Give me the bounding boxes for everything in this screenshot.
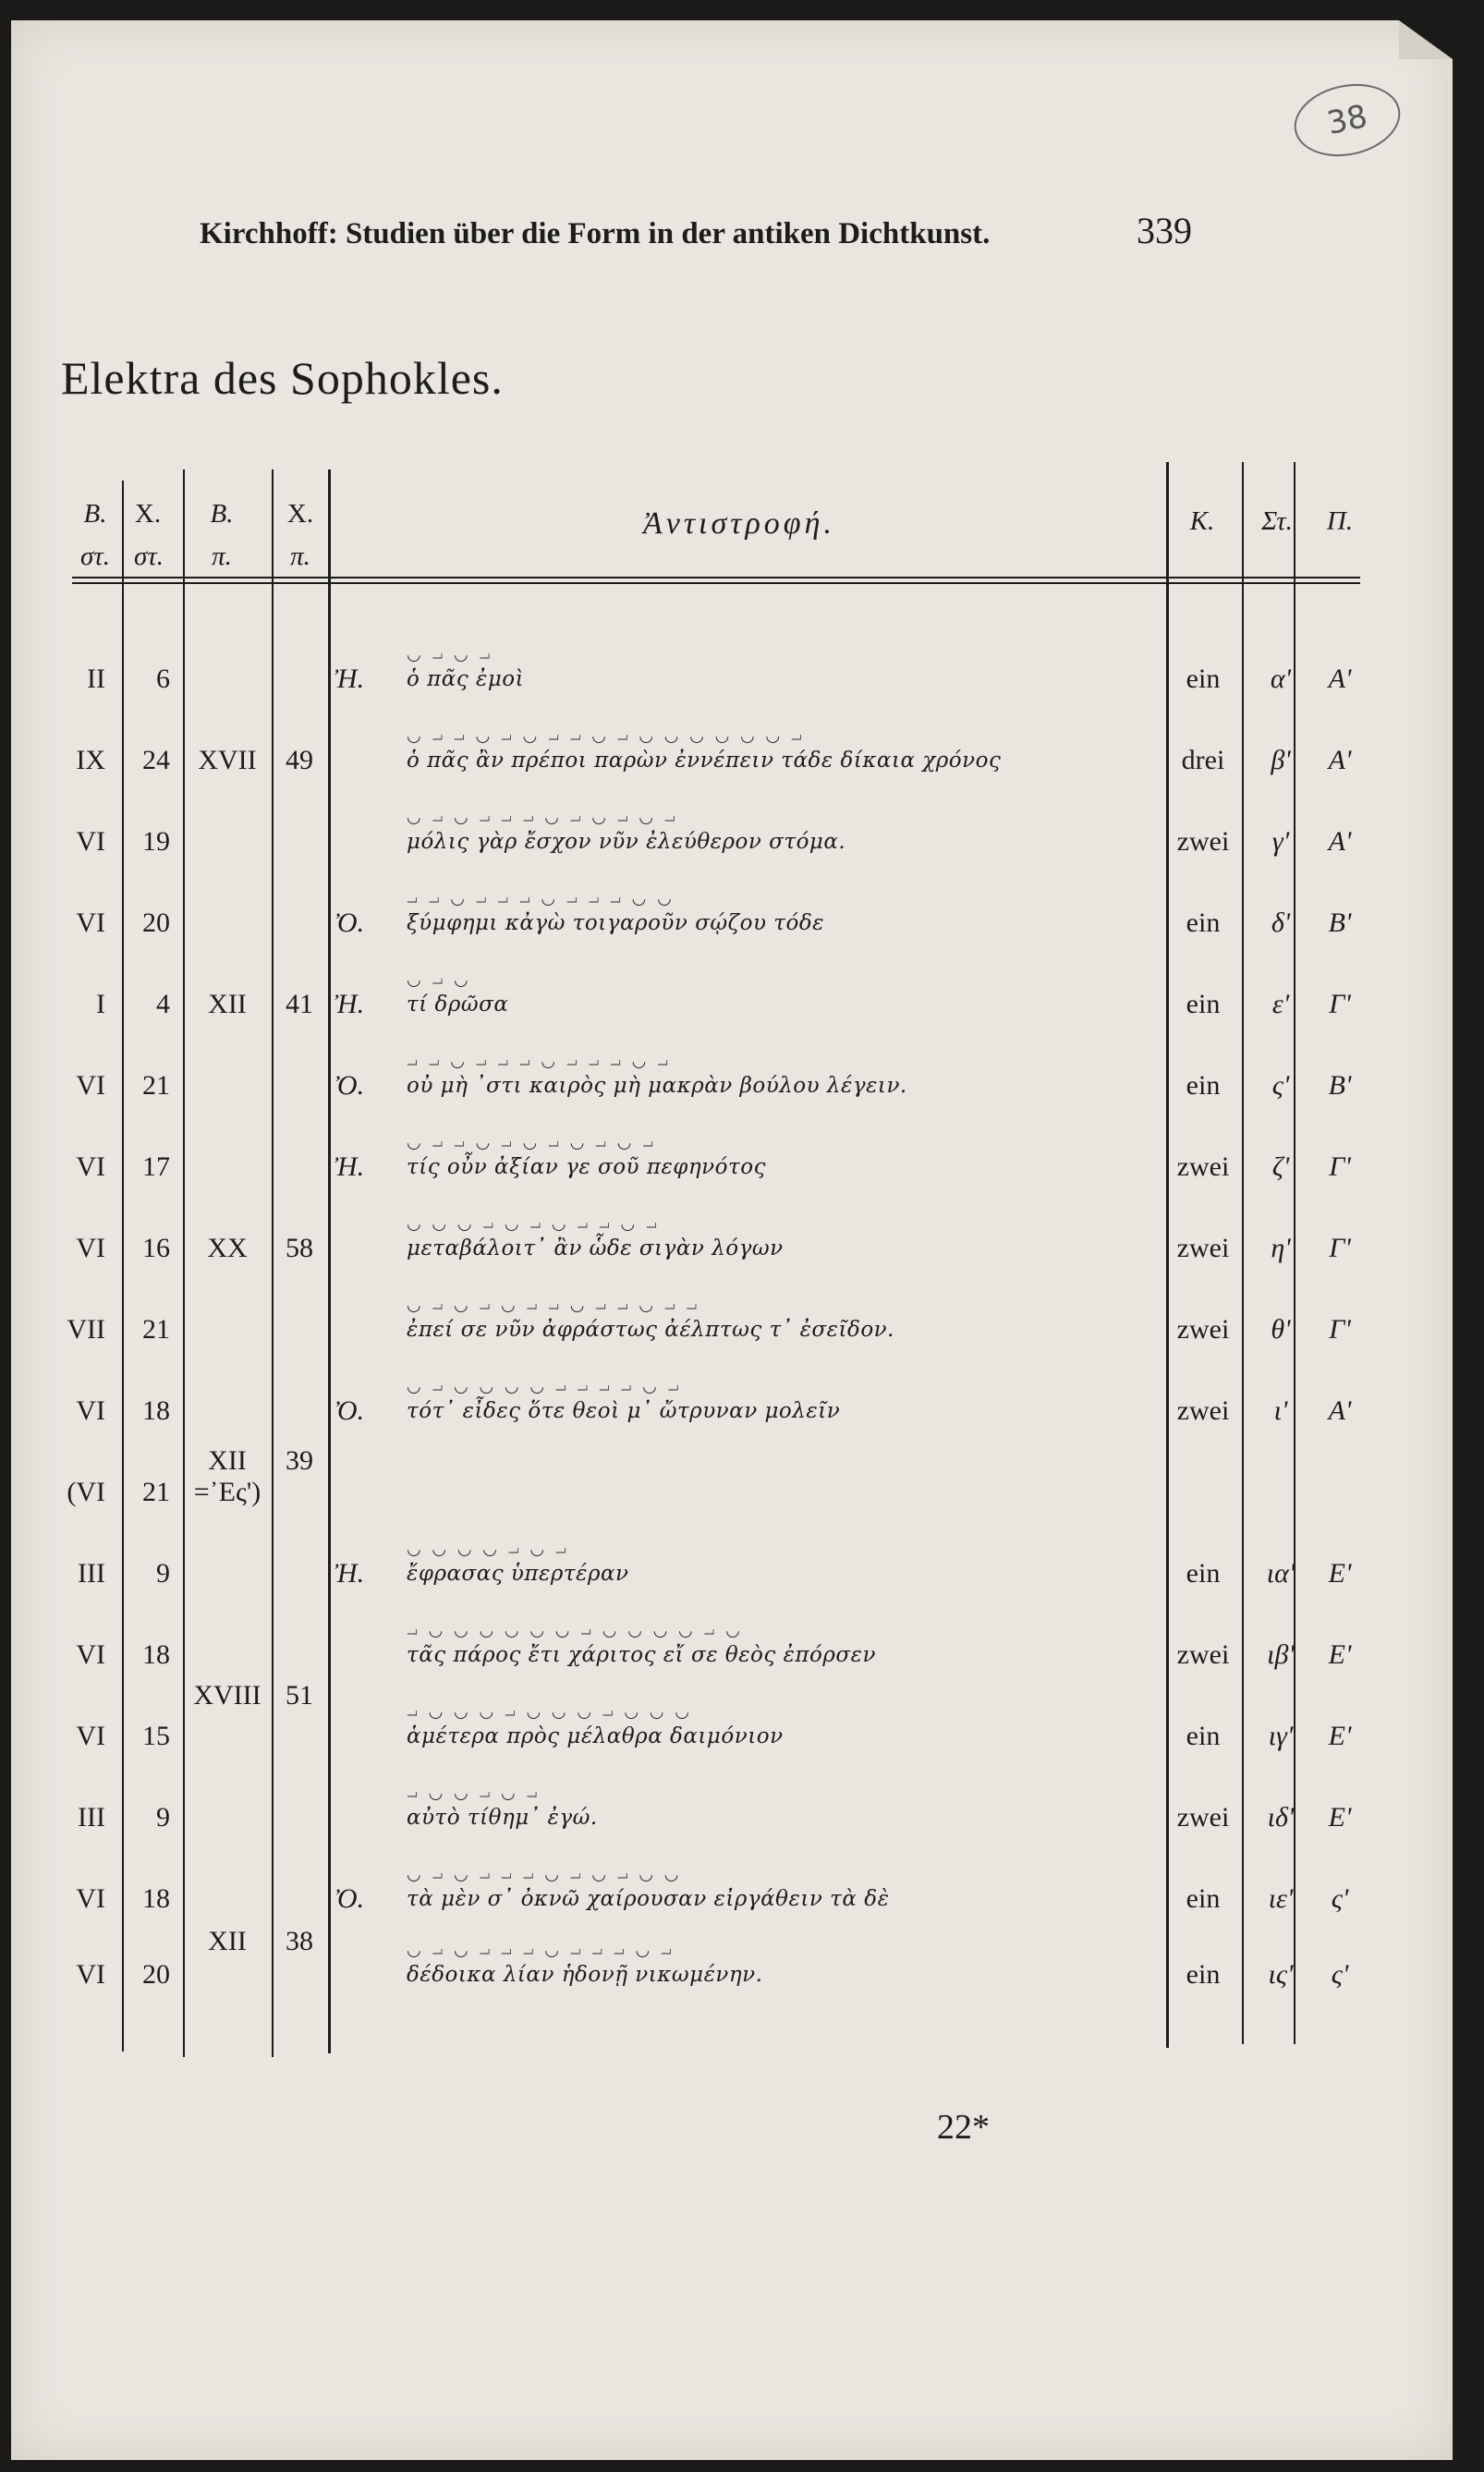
table-row-b: VI xyxy=(76,1639,105,1670)
header-p: Π. xyxy=(1326,506,1354,536)
table-row-metre: ◡ ◡ ◡ ◡ ⏗ ◡ ⏗ xyxy=(407,1540,569,1559)
header-b-st-bottom: στ. xyxy=(80,542,110,571)
table-row-p: Γ' xyxy=(1329,989,1351,1019)
table-row-x-p: 41 xyxy=(286,989,313,1019)
table-row-b: VI xyxy=(76,1883,105,1914)
table-row-b: II xyxy=(87,664,105,694)
table-row-metre: ⏗ ◡ ◡ ⏗ ◡ ⏗ xyxy=(407,1784,541,1803)
table-row-k: ein xyxy=(1186,1883,1221,1914)
table-row-text: οὐ μὴ ᾽στι καιρὸς μὴ μακρὰν βούλου λέγειν. xyxy=(407,1074,907,1098)
table-row-p: Α' xyxy=(1328,664,1352,694)
table-row-x: 18 xyxy=(142,1883,170,1914)
table-row-st: η' xyxy=(1271,1233,1291,1263)
table-row-b: III xyxy=(78,1802,105,1833)
table-row-p: Α' xyxy=(1328,1395,1352,1426)
table-row-x: 21 xyxy=(142,1477,170,1507)
header-x-st-top: X. xyxy=(134,499,162,529)
table-row-text: τίς οὖν ἀξίαν γε σοῦ πεφηνότος xyxy=(407,1155,766,1179)
table-row-x: 6 xyxy=(156,664,170,694)
table-row-speaker: Ἠ. xyxy=(335,664,365,694)
header-antistrophe: Ἀντιστροφή. xyxy=(643,506,835,541)
table-row-b: VI xyxy=(76,1959,105,1990)
table-row-k: ein xyxy=(1186,1070,1221,1101)
table-row-x: 24 xyxy=(142,745,170,775)
page-number: 339 xyxy=(1137,210,1192,251)
section-title: Elektra des Sophokles. xyxy=(61,352,504,404)
table-row-metre: ◡ ⏗ ⏗ ◡ ⏗ ◡ ⏗ ◡ ⏗ ◡ ⏗ xyxy=(407,1133,657,1152)
table-row-b-p: =᾽Ες') xyxy=(193,1477,262,1507)
table-row-b: (VI xyxy=(67,1477,105,1507)
table-row-b-p: XVIII xyxy=(193,1680,262,1711)
table-row-st: δ' xyxy=(1271,907,1291,938)
column-rule-4 xyxy=(328,469,331,2053)
table-row-speaker: Ὀ. xyxy=(335,1395,365,1426)
table-row-st: ια' xyxy=(1266,1558,1295,1589)
table-row-x: 20 xyxy=(142,1959,170,1990)
table-row-text: ἔφρασας ὑπερτέραν xyxy=(407,1562,629,1586)
table-row-k: zwei xyxy=(1176,1314,1230,1345)
table-row-st: ι' xyxy=(1273,1395,1288,1426)
table-row-x: 18 xyxy=(142,1395,170,1426)
table-row-b: VII xyxy=(67,1314,105,1345)
table-row-metre: ◡ ◡ ◡ ⏗ ◡ ⏗ ◡ ⏗ ⏗ ◡ ⏗ xyxy=(407,1214,660,1234)
table-row-metre: ◡ ⏗ ◡ xyxy=(407,970,471,990)
table-row-text: μόλις γὰρ ἔσχον νῦν ἐλεύθερον στόμα. xyxy=(407,830,846,854)
table-row-k: ein xyxy=(1186,989,1221,1019)
table-row-k: zwei xyxy=(1176,1802,1230,1833)
table-row-metre: ◡ ⏗ ◡ ⏗ xyxy=(407,645,493,664)
column-rule-3 xyxy=(272,469,274,2057)
table-row-x: 21 xyxy=(142,1314,170,1345)
table-row-st: θ' xyxy=(1271,1314,1291,1345)
table-row-p: Α' xyxy=(1328,745,1352,775)
header-b-st-top: B. xyxy=(83,499,107,529)
table-row-text: ξύμφημι κἀγὼ τοιγαροῦν σῴζου τόδε xyxy=(407,911,825,935)
table-row-st: α' xyxy=(1270,664,1292,694)
table-row-text: μεταβάλοιτ᾽ ἂν ὧδε σιγὰν λόγων xyxy=(407,1236,784,1260)
table-row-x: 15 xyxy=(142,1721,170,1751)
header-b-p-top: B. xyxy=(210,499,234,529)
column-rule-6 xyxy=(1242,462,1244,2044)
table-row-k: zwei xyxy=(1176,1639,1230,1670)
table-row-st: β' xyxy=(1271,745,1291,775)
table-row-st: γ' xyxy=(1271,826,1290,857)
table-row-x: 17 xyxy=(142,1151,170,1182)
table-row-metre: ◡ ⏗ ◡ ⏗ ⏗ ⏗ ◡ ⏗ ◡ ⏗ ◡ ⏗ xyxy=(407,808,678,827)
table-row-st: ιδ' xyxy=(1267,1802,1295,1833)
table-row-metre: ◡ ⏗ ◡ ⏗ ⏗ ⏗ ◡ ⏗ ⏗ ⏗ ◡ ⏗ xyxy=(407,1941,675,1960)
table-row-x-p: 38 xyxy=(286,1926,313,1956)
table-row-p: Β' xyxy=(1328,1070,1352,1101)
table-row-x: 18 xyxy=(142,1639,170,1670)
table-row-k: zwei xyxy=(1176,1151,1230,1182)
table-row-x: 20 xyxy=(142,907,170,938)
table-row-text: ἁμέτερα πρὸς μέλαθρα δαιμόνιον xyxy=(407,1724,784,1748)
table-row-x: 19 xyxy=(142,826,170,857)
table-row-p: Ε' xyxy=(1328,1802,1352,1833)
table-row-st: ιε' xyxy=(1268,1883,1294,1914)
folded-corner xyxy=(1399,20,1453,59)
table-row-b-p-upper: XII xyxy=(208,1445,247,1476)
header-b-p-bottom: π. xyxy=(212,542,232,571)
table-row-x: 21 xyxy=(142,1070,170,1101)
table-row-b-p: XX xyxy=(207,1233,248,1263)
table-row-p: Γ' xyxy=(1329,1233,1351,1263)
table-row-metre: ◡ ⏗ ⏗ ◡ ⏗ ◡ ⏗ ⏗ ◡ ⏗ ◡ ◡ ◡ ◡ ◡ ◡ ⏗ xyxy=(407,726,805,746)
table-row-k: zwei xyxy=(1176,1233,1230,1263)
table-row-speaker: Ἠ. xyxy=(335,989,365,1019)
table-row-b: VI xyxy=(76,1395,105,1426)
table-row-st: ιβ' xyxy=(1267,1639,1295,1670)
table-row-text: ἐπεί σε νῦν ἀφράστως ἀέλπτως τ᾽ ἐσεῖδον. xyxy=(407,1318,894,1342)
table-row-x: 4 xyxy=(156,989,170,1019)
table-row-k: drei xyxy=(1181,745,1225,775)
header-k: K. xyxy=(1189,506,1215,536)
table-row-k: ein xyxy=(1186,664,1221,694)
table-row-x-p: 49 xyxy=(286,745,313,775)
table-row-st: ς' xyxy=(1271,1070,1290,1101)
table-row-p: Ε' xyxy=(1328,1721,1352,1751)
table-row-x: 16 xyxy=(142,1233,170,1263)
table-row-b: IX xyxy=(76,745,105,775)
table-row-st: ις' xyxy=(1268,1959,1294,1990)
table-row-k: ein xyxy=(1186,1959,1221,1990)
table-row-text: ὁ πᾶς ἐμοὶ xyxy=(407,667,525,691)
table-row-b-p: XII xyxy=(208,989,247,1019)
table-row-p: Ε' xyxy=(1328,1639,1352,1670)
table-row-p: Γ' xyxy=(1329,1151,1351,1182)
table-row-x-p: 58 xyxy=(286,1233,313,1263)
table-row-k: ein xyxy=(1186,907,1221,938)
table-row-k: zwei xyxy=(1176,1395,1230,1426)
table-row-st: ζ' xyxy=(1271,1151,1290,1182)
table-row-b: I xyxy=(96,989,105,1019)
table-row-text: δέδοικα λίαν ἡδονῇ νικωμένην. xyxy=(407,1963,763,1987)
table-row-metre: ⏗ ⏗ ◡ ⏗ ⏗ ⏗ ◡ ⏗ ⏗ ⏗ ◡ ◡ xyxy=(407,889,675,908)
table-row-text: τότ᾽ εἶδες ὅτε θεοὶ μ᾽ ὤτρυναν μολεῖν xyxy=(407,1399,841,1423)
table-row-metre: ◡ ⏗ ◡ ◡ ◡ ◡ ⏗ ⏗ ⏗ ⏗ ◡ ⏗ xyxy=(407,1377,682,1396)
table-row-p: Γ' xyxy=(1329,1314,1351,1345)
table-row-p: Α' xyxy=(1328,826,1352,857)
table-row-x-p: 39 xyxy=(286,1445,313,1476)
table-row-b: VI xyxy=(76,1070,105,1101)
table-row-x: 9 xyxy=(156,1558,170,1589)
table-row-speaker: Ἠ. xyxy=(335,1151,365,1182)
table-row-speaker: Ὀ. xyxy=(335,1883,365,1914)
table-row-speaker: Ὀ. xyxy=(335,907,365,938)
table-row-p: Ε' xyxy=(1328,1558,1352,1589)
table-row-b: VI xyxy=(76,826,105,857)
table-row-b: VI xyxy=(76,1721,105,1751)
table-row-speaker: Ἠ. xyxy=(335,1558,365,1589)
signature-mark: 22* xyxy=(937,2108,990,2147)
table-row-st: ε' xyxy=(1271,989,1290,1019)
table-row-text: τί δρῶσα xyxy=(407,992,509,1017)
table-row-text: αὐτὸ τίθημ᾽ ἐγώ. xyxy=(407,1806,598,1830)
table-row-p: ς' xyxy=(1331,1959,1349,1990)
table-row-metre: ◡ ⏗ ◡ ⏗ ◡ ⏗ ⏗ ◡ ⏗ ⏗ ◡ ⏗ ⏗ xyxy=(407,1296,700,1315)
running-head xyxy=(200,209,1192,252)
header-x-st-bottom: στ. xyxy=(134,542,164,571)
header-st: Στ. xyxy=(1261,506,1293,536)
table-row-k: ein xyxy=(1186,1558,1221,1589)
running-head-text: Kirchhoff: Studien über die Form in der antiken Dichtkunst. xyxy=(200,217,991,250)
header-x-p-bottom: π. xyxy=(290,542,310,571)
table-row-metre: ⏗ ⏗ ◡ ⏗ ⏗ ⏗ ◡ ⏗ ⏗ ⏗ ◡ ⏗ xyxy=(407,1052,671,1071)
table-row-x: 9 xyxy=(156,1802,170,1833)
table-row-b: VI xyxy=(76,1233,105,1263)
table-row-p: Β' xyxy=(1328,907,1352,938)
table-row-b-p: XVII xyxy=(198,745,257,775)
table-row-metre: ⏗ ◡ ◡ ◡ ◡ ◡ ◡ ⏗ ◡ ◡ ◡ ◡ ⏗ ◡ xyxy=(407,1621,743,1640)
table-row-st: ιγ' xyxy=(1268,1721,1294,1751)
table-row-b-p: XII xyxy=(208,1926,247,1956)
archive-number-mark: 38 xyxy=(1287,75,1406,165)
table-row-text: ὁ πᾶς ἂν πρέποι παρὼν ἐννέπειν τάδε δίκαια χρόνος xyxy=(407,749,1002,773)
table-row-p: ς' xyxy=(1331,1883,1349,1914)
table-row-speaker: Ὀ. xyxy=(335,1070,365,1101)
table-row-text: τὰ μὲν σ᾽ ὀκνῶ χαίρουσαν εἰργάθειν τὰ δὲ xyxy=(407,1887,890,1911)
header-x-p-top: X. xyxy=(286,499,314,529)
table-row-metre: ◡ ⏗ ◡ ⏗ ⏗ ⏗ ◡ ⏗ ◡ ⏗ ◡ ◡ xyxy=(407,1865,682,1884)
table-row-metre: ⏗ ◡ ◡ ◡ ⏗ ◡ ◡ ◡ ⏗ ◡ ◡ ◡ xyxy=(407,1702,692,1722)
table-row-text: τᾶς πάρος ἔτι χάριτος εἴ σε θεὸς ἐπόρσεν xyxy=(407,1643,876,1667)
table-row-x-p: 51 xyxy=(286,1680,313,1711)
table-row-b: III xyxy=(78,1558,105,1589)
table-row-k: zwei xyxy=(1176,826,1230,857)
table-row-b: VI xyxy=(76,1151,105,1182)
table-row-b: VI xyxy=(76,907,105,938)
table-row-k: ein xyxy=(1186,1721,1221,1751)
